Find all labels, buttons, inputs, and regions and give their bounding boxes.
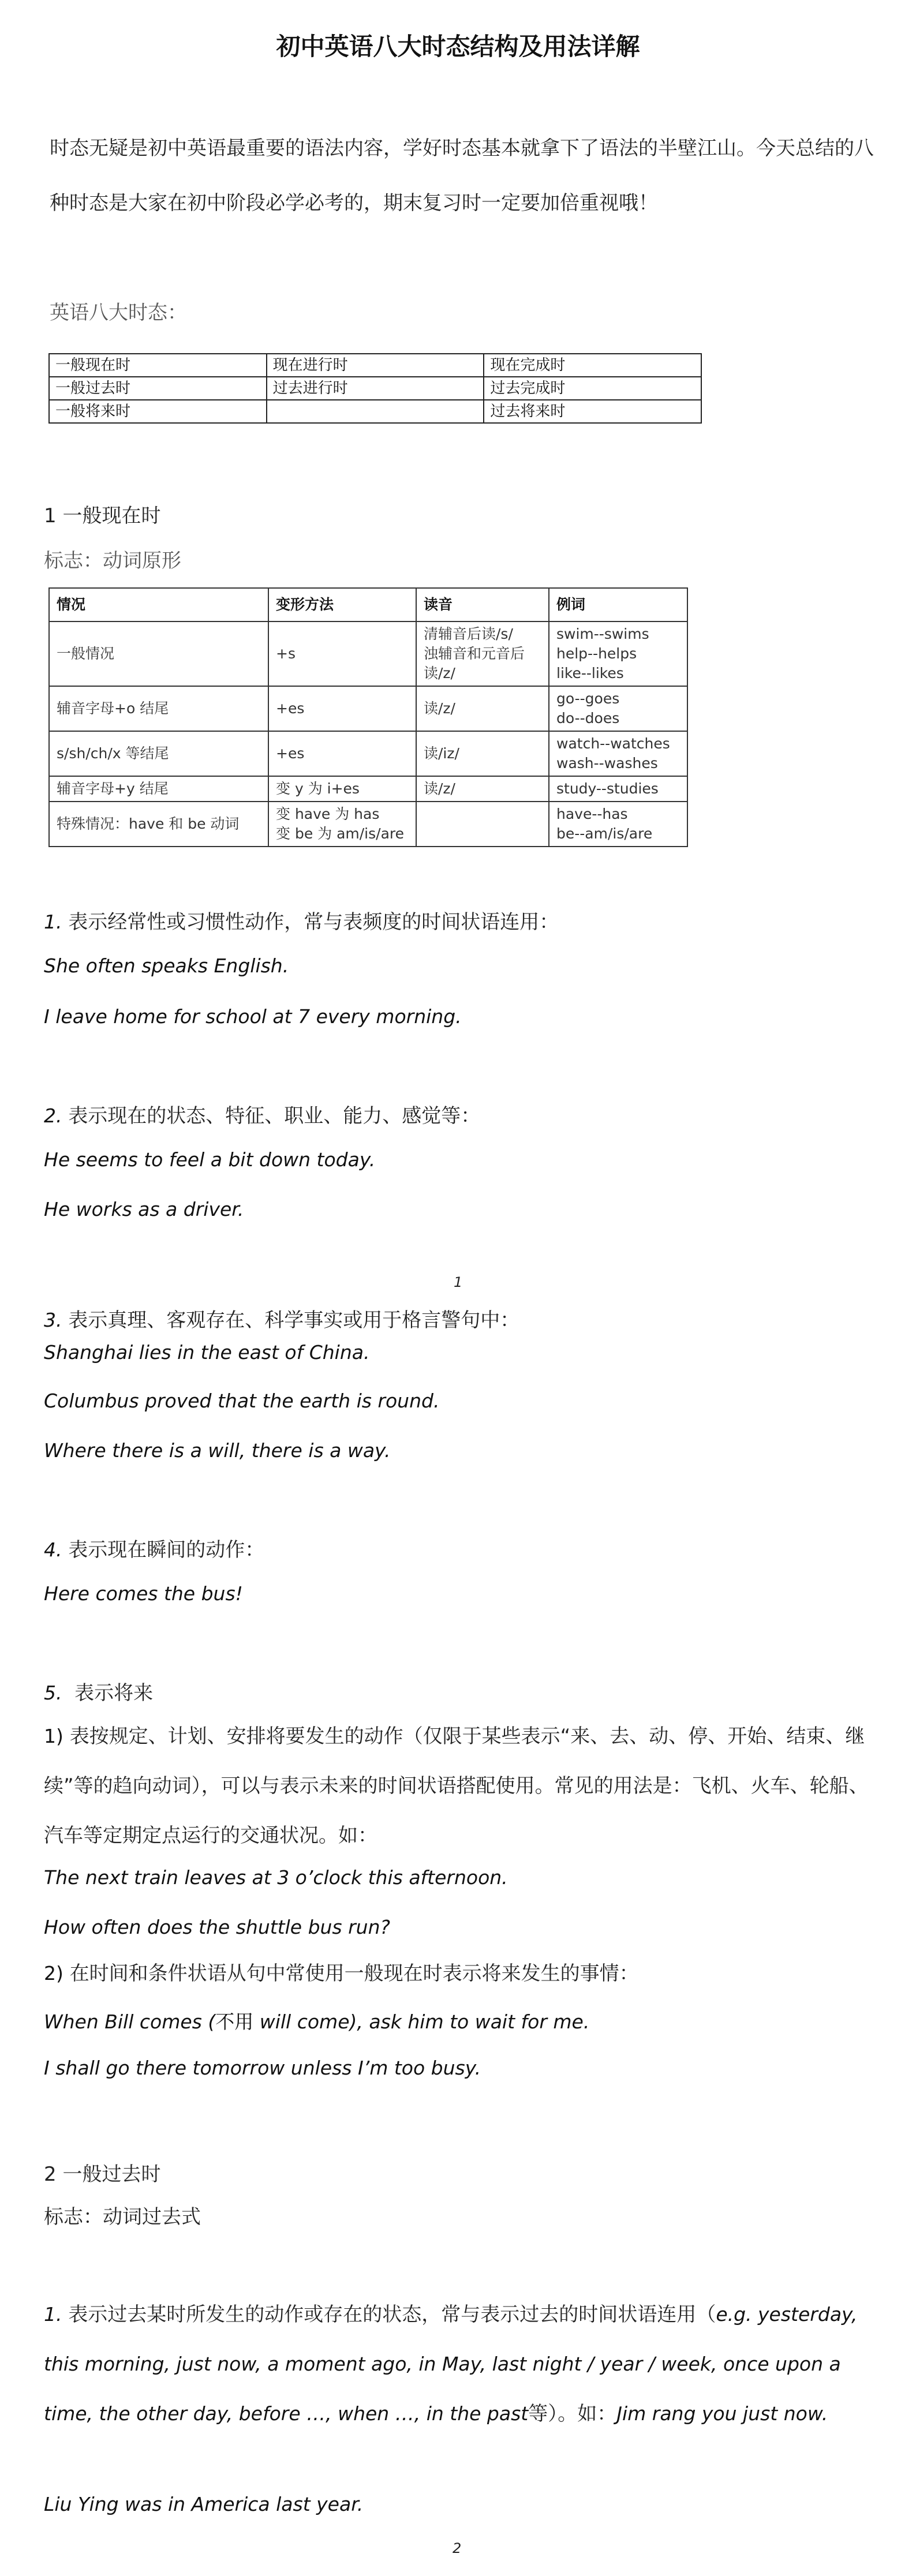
example-sentence: I shall go there tomorrow unless I’m too busy. — [44, 2057, 481, 2079]
page-number: 2 — [453, 2540, 462, 2556]
column-header: 情况 — [49, 588, 268, 621]
cell-line: go--goes — [556, 690, 620, 707]
usage-number: 1. — [44, 2303, 62, 2326]
section-2-heading: 2 一般过去时 — [44, 2163, 161, 2186]
table-cell: 现在完成时 — [484, 354, 701, 377]
example-sentence: How often does the shuttle bus run? — [44, 1916, 391, 1938]
column-header: 变形方法 — [268, 588, 416, 621]
cell-line: help--helps — [556, 645, 637, 662]
table-cell: 一般过去时 — [49, 377, 267, 400]
table-cell — [268, 802, 416, 847]
conjugation-table — [48, 587, 688, 847]
table-row — [49, 400, 701, 423]
table-row — [49, 686, 687, 731]
cell-line: 变 be 为 am/is/are — [276, 825, 405, 842]
table-cell — [549, 731, 687, 776]
usage-text: 表示现在瞬间的动作： — [68, 1538, 265, 1562]
usage-number: 3. — [44, 1309, 62, 1331]
usage-number: 5. — [44, 1682, 62, 1704]
table-cell: 辅音字母+o 结尾 — [49, 686, 268, 731]
cell-line: like--likes — [556, 665, 624, 682]
intro-paragraph: 时态无疑是初中英语最重要的语法内容，学好时态基本就拿下了语法的半壁江山。今天总结的八种时态是大家在初中阶段必学必考的，期末复习时一定要加倍重视哦！ — [50, 137, 874, 215]
table-cell — [549, 686, 687, 731]
table-cell: s/sh/ch/x 等结尾 — [49, 731, 268, 776]
cell-line: 浊辅音和元音后 — [424, 645, 525, 662]
example-sentence: Jim rang you just now. — [616, 2402, 828, 2425]
sub-text: 在时间和条件状语从句中常使用一般现在时表示将来发生的事情： — [69, 1962, 639, 1985]
section-2-mark: 标志：动词过去式 — [44, 2206, 201, 2229]
table-cell: 过去进行时 — [267, 377, 484, 400]
cell-line: watch--watches — [556, 735, 670, 752]
example-part: 不用 — [215, 2010, 254, 2033]
usage-text: 表示将来 — [74, 1682, 154, 1705]
table-cell — [416, 621, 549, 686]
example-sentence: He works as a driver. — [44, 1198, 244, 1220]
table-cell — [549, 621, 687, 686]
usage-5-heading — [44, 1677, 153, 1705]
usage-2-heading — [44, 1100, 480, 1128]
usage-5-sub-2 — [44, 1957, 639, 1986]
usage-1-heading — [44, 906, 559, 934]
example-sentence: Liu Ying was in America last year. — [44, 2493, 364, 2515]
tense-heading: 英语八大时态： — [50, 301, 187, 324]
table-cell: 一般情况 — [49, 621, 268, 686]
table-cell: 读/iz/ — [416, 731, 549, 776]
usage-text: 表示过去某时所发生的动作或存在的状态，常与表示过去的时间状语连用（ — [68, 2303, 716, 2326]
example-sentence: He seems to feel a bit down today. — [44, 1148, 376, 1171]
cell-line: 清辅音后读/s/ — [424, 626, 513, 642]
section-2-usage-1 — [44, 2290, 887, 2439]
example-sentence: Shanghai lies in the east of China. — [44, 1341, 370, 1364]
time-expressions: e.g. yesterday, this morning, just now, a moment ago, in May, last night / year / week, once upon a time, the other day, before …, when …, in the past — [44, 2303, 858, 2425]
table-header-row — [49, 588, 687, 621]
example-sentence: Columbus proved that the earth is round. — [44, 1390, 440, 1412]
example-part: When Bill comes ( — [44, 2010, 216, 2033]
section-1-mark: 标志：动词原形 — [44, 549, 181, 572]
table-row — [49, 354, 701, 377]
table-cell: 过去完成时 — [484, 377, 701, 400]
usage-text: 表示真理、客观存在、科学事实或用于格言警句中： — [68, 1309, 520, 1332]
table-cell: 现在进行时 — [267, 354, 484, 377]
cell-line: be--am/is/are — [556, 825, 653, 842]
cell-line: 变 have 为 has — [276, 806, 380, 822]
table-cell: 变 y 为 i+es — [268, 776, 416, 802]
usage-4-heading — [44, 1534, 264, 1562]
example-sentence: The next train leaves at 3 o’clock this afternoon. — [44, 1866, 508, 1889]
cell-line: do--does — [556, 710, 620, 727]
page-number: 1 — [454, 1274, 463, 1290]
usage-text-end: 等）。如： — [528, 2402, 617, 2425]
table-cell — [416, 802, 549, 847]
example-sentence: She often speaks English. — [44, 954, 289, 977]
example-sentence: Where there is a will, there is a way. — [44, 1439, 391, 1462]
table-cell — [267, 400, 484, 423]
usage-3-heading — [44, 1304, 519, 1332]
sub-number: 1) — [44, 1725, 63, 1747]
cell-line: 读/z/ — [424, 665, 455, 682]
table-cell: 过去将来时 — [484, 400, 701, 423]
page-title: 初中英语八大时态结构及用法详解 — [276, 32, 640, 61]
table-row — [49, 731, 687, 776]
usage-number: 2. — [44, 1104, 62, 1127]
column-header: 例词 — [549, 588, 687, 621]
section-1-heading: 1 一般现在时 — [44, 504, 161, 527]
table-cell: study--studies — [549, 776, 687, 802]
usage-text: 表示经常性或习惯性动作，常与表频度的时间状语连用： — [68, 911, 559, 934]
cell-line: wash--washes — [556, 755, 658, 772]
cell-line: have--has — [556, 806, 628, 822]
table-cell: 一般将来时 — [49, 400, 267, 423]
table-row — [49, 776, 687, 802]
sub-text: 表按规定、计划、安排将要发生的动作（仅限于某些表示“来、去、动、停、开始、结束、继续”等的趋向动词），可以与表示未来的时间状语搭配使用。常见的用法是：飞机、火车、轮船、汽车等定期定点运行的交通状况。如： — [44, 1725, 869, 1847]
usage-number: 1. — [44, 911, 62, 933]
usage-number: 4. — [44, 1538, 62, 1561]
table-row — [49, 377, 701, 400]
cell-line: swim--swims — [556, 626, 649, 642]
table-cell: +es — [268, 686, 416, 731]
example-sentence — [44, 2007, 589, 2034]
table-cell: +s — [268, 621, 416, 686]
tense-table — [48, 353, 702, 424]
table-row — [49, 802, 687, 847]
table-cell: 辅音字母+y 结尾 — [49, 776, 268, 802]
table-cell: 特殊情况：have 和 be 动词 — [49, 802, 268, 847]
table-cell — [549, 802, 687, 847]
table-cell: 读/z/ — [416, 776, 549, 802]
usage-5-sub-1 — [44, 1712, 887, 1860]
column-header: 读音 — [416, 588, 549, 621]
table-cell: 读/z/ — [416, 686, 549, 731]
table-cell: +es — [268, 731, 416, 776]
table-cell: 一般现在时 — [49, 354, 267, 377]
usage-text: 表示现在的状态、特征、职业、能力、感觉等： — [68, 1104, 481, 1128]
example-sentence: I leave home for school at 7 every morning. — [44, 1005, 462, 1028]
example-sentence: Here comes the bus! — [44, 1582, 243, 1605]
table-row — [49, 621, 687, 686]
sub-number: 2) — [44, 1962, 63, 1985]
example-part: will come), ask him to wait for me. — [253, 2010, 590, 2033]
